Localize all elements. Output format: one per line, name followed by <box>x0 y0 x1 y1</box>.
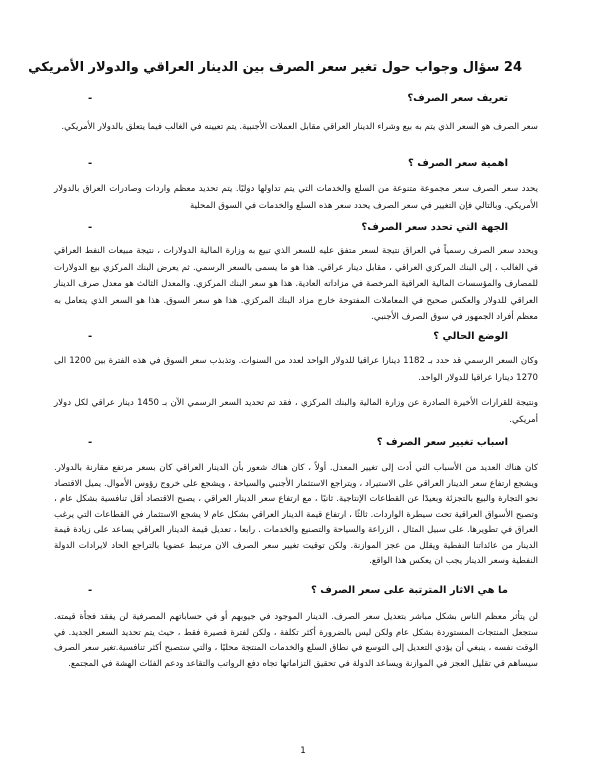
bullet: - <box>88 222 93 233</box>
section-paragraph: ونتيجة للقرارات الأخيرة الصادرة عن وزارة المالية والبنك المركزي ، فقد تم تحديد السعر الرسمي الآن بـ 1450 دينار عراقي لكل دولار أمريكي. <box>54 398 538 425</box>
bullet: - <box>88 331 93 342</box>
bullet: - <box>88 93 93 104</box>
section-heading-authority <box>88 222 508 233</box>
bullet: - <box>88 158 93 169</box>
section-paragraph: يحدد سعر الصرف سعر مجموعة متنوعة من السلع والخدمات التي يتم تداولها دوليًا. يتم تحديد معظم واردات وصادرات العراق بالدولار الأمريكي. وبالتالي فإن التغيير في سعر الصرف يحدد سعر هذه السلع والخدمات في السوق المحلية <box>54 184 538 211</box>
section-paragraph: سعر الصرف هو السعر الذي يتم به بيع وشراء الدينار العراقي مقابل العملات الأجنبية. يتم تعيينه في الغالب فيما يتعلق بالدولار الأمريكي. <box>61 122 538 132</box>
document-title: 24 سؤال وجواب حول تغير سعر الصرف بين الدينار العراقي والدولار الأمريكي <box>28 60 522 75</box>
heading-text: الوضع الحالي ؟ <box>433 331 508 342</box>
bullet: - <box>88 585 93 596</box>
heading-text: ما هي الاثار المترتبة على سعر الصرف ؟ <box>310 585 508 596</box>
heading-text: اسباب تغيير سعر الصرف ؟ <box>376 437 508 448</box>
section-heading-current-status <box>88 331 508 342</box>
section-paragraph: كان هناك العديد من الأسباب التي أدت إلى تغيير المعدل. أولاً ، كان هناك شعور بأن الدينار العراقي كان بسعر مرتفع مقارنة بالدولار. ويشجع ارتفاع سعر الدينار العراقي على الاستيراد ، ويتراجع الاستثمار الأجنبي والسياحة ، ويشجع على خروج رؤوس الأموال. يميل الاقتصاد نحو التجارة والبيع بالتجزئة وبعيدًا عن القطاعات الإنتاجية. ثانيًا ، مع ارتفاع سعر الدينار العراقي ، يصبح الاقتصاد أقل تنافسية بشكل عام ، وتصبح الأسواق العراقية تحت سيطرة الواردات. ثالثًا ، ارتفاع قيمة الدينار العراقي بشكل عام لا يشجع الاستثمار في القطاعات التي يرغب العراق في تطويرها. على سبيل المثال ، الزراعة والسياحة والتصنيع والخدمات . رابعا ، تعديل قيمة الدينار العراقي يساعد على زيادة قيمة الدينار من عائداتنا النفطية ويقلل من عجز الموازنة. ولكن توقيت تغيير سعر الصرف الان مرتبط عضويا بالتراجع الحاد لايرادات الدولة النفطية وسعر الدينار يجب ان يعكس هذا الواقع. <box>54 463 538 566</box>
heading-text: الجهة التي تحدد سعر الصرف؟ <box>361 222 508 233</box>
section-heading-reasons <box>88 437 508 448</box>
section-heading-effects <box>88 585 508 596</box>
section-paragraph: لن يتأثر معظم الناس بشكل مباشر بتعديل سعر الصرف. الدينار الموجود في جيوبهم أو في حساباتهم المصرفية لن يفقد فجأة قيمته. ستجعل المنتجات المستوردة بشكل عام ولكن ليس بالضرورة أكثر تكلفة ، ولكن لفترة قصيرة فقط ، حيث يتم تحديد السعر الجديد. في الوقت نفسه ، ينبغي أن يؤدي التعديل إلى التوسع في نطاق السلع والخدمات المنتجة محليًا ، والتي ستصبح أكثر تنافسية.تغير سعر الصرف سيساهم في تقليل العجز في الموازنة ويساعد الدولة في تحقيق التزاماتها تجاه دفع الرواتب والتقاعد ودعم الفئات الهشة في المجتمع. <box>54 612 538 669</box>
heading-text: اهمية سعر الصرف ؟ <box>407 158 508 169</box>
section-heading-definition <box>88 93 508 104</box>
section-paragraph: وكان السعر الرسمي قد حدد بـ 1182 دينارا عراقيا للدولار الواحد لعدد من السنوات. وتذبذب سعر السوق في هذه الفترة بين 1200 الى 1270 دينارا عراقيا للدولار الواحد. <box>54 356 538 383</box>
section-heading-importance <box>88 158 508 169</box>
heading-text: تعريف سعر الصرف؟ <box>407 93 508 104</box>
bullet: - <box>88 437 93 448</box>
section-paragraph: ويحدد سعر الصرف رسمياً في العراق نتيجة لسعر متفق عليه للسعر الذي تبيع به وزارة المالية الدولارات ، نتيجة مبيعات النفط العراقي في الغالب ، إلى البنك المركزي العراقي ، مقابل دينار عراقي. هذا هو ما يسمى بالسعر الرسمي. ثم يعرض البنك المركزي بيع الدولارات للمصارف والمؤسسات المالية العراقية المرخصة في مزاداته العادية. هذا هو سعر البنك المركزي. والمعدل الثالث هو معدل صرف الدينار العراقي للدولار والعكس صحيح في المعاملات المفتوحة خارج مزاد البنك المركزي. هذا هو سعر السوق. هذا هو السعر الذي يتعامل به معظم أفراد الجمهور في سوق الصرف الأجنبي. <box>54 246 538 322</box>
page-number: 1 <box>300 746 306 756</box>
